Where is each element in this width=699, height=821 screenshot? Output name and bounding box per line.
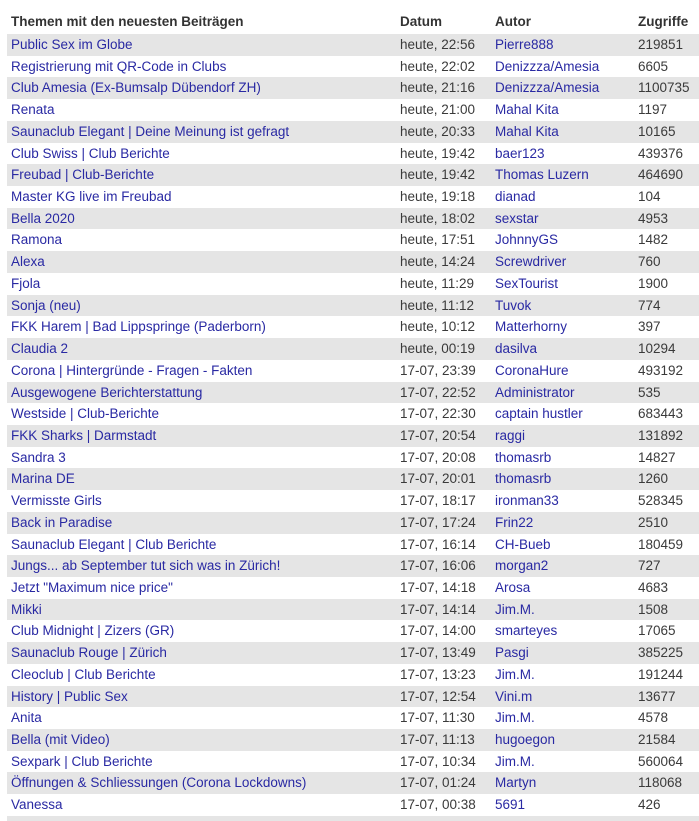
views-count: 560064: [638, 753, 684, 769]
views-count: 13677: [638, 688, 676, 704]
table-row: [7, 338, 699, 360]
table-row: [7, 620, 699, 642]
post-date: 17-07, 20:54: [400, 427, 476, 443]
topic-link[interactable]: Vermisste Girls: [11, 493, 102, 509]
author-link[interactable]: Mahal Kita: [495, 123, 559, 139]
topic-link[interactable]: Corona | Hintergründe - Fragen - Fakten: [11, 362, 253, 378]
author-link[interactable]: hugoegon: [495, 732, 556, 747]
topic-link[interactable]: Freubad | Club-Berichte: [11, 167, 155, 183]
author-link[interactable]: Frin22: [495, 514, 534, 530]
views-count: 21584: [638, 732, 676, 747]
post-date: heute, 19:42: [400, 145, 476, 161]
views-count: 191244: [638, 666, 684, 682]
post-date: heute, 14:24: [400, 254, 476, 270]
topic-link[interactable]: History | Public Sex: [11, 688, 128, 704]
views-count: 760: [638, 254, 661, 270]
post-date: heute, 22:56: [400, 37, 476, 52]
views-count: 104: [638, 189, 661, 205]
author-link[interactable]: Jim.M.: [495, 601, 535, 617]
table-row: [7, 664, 699, 686]
views-count: 426: [638, 797, 661, 813]
post-date: heute, 10:12: [400, 319, 476, 335]
header-views: Zugriffe: [638, 14, 689, 29]
author-link[interactable]: Denizzza/Amesia: [495, 80, 600, 96]
table-row: [7, 599, 699, 621]
table-row: [7, 555, 699, 577]
views-count: 1482: [638, 232, 669, 248]
table-row: [7, 403, 699, 425]
table-row: [7, 360, 699, 382]
topic-link[interactable]: Jetzt "Maximum nice price": [11, 579, 173, 595]
topic-link[interactable]: Saunaclub Elegant | Deine Meinung ist gefragt: [11, 123, 290, 139]
table-row: [7, 229, 699, 251]
post-date: heute, 21:16: [400, 80, 476, 96]
topic-link[interactable]: Jungs... ab September tut sich was in Zürich!: [11, 558, 281, 574]
topic-link[interactable]: Club Swiss | Club Berichte: [11, 145, 170, 161]
author-link[interactable]: morgan2: [495, 558, 549, 574]
post-date: 17-07, 14:18: [400, 579, 476, 595]
post-date: 17-07, 12:54: [400, 688, 476, 704]
author-link[interactable]: dianad: [495, 189, 536, 205]
table-row: [7, 99, 699, 121]
table-row: [7, 382, 699, 404]
table-row: [7, 208, 699, 230]
author-link[interactable]: dasilva: [495, 341, 538, 357]
author-link[interactable]: baer123: [495, 145, 545, 161]
table-row: [7, 642, 699, 664]
topic-link[interactable]: Öffnungen & Schliessungen (Corona Lockdowns): [11, 775, 307, 791]
author-link[interactable]: Matterhorny: [495, 319, 568, 335]
topic-link[interactable]: Saunaclub Elegant | Club Berichte: [11, 536, 217, 552]
post-date: heute, 20:33: [400, 123, 476, 139]
author-link[interactable]: Vini.m: [495, 688, 533, 704]
post-date: 17-07, 16:06: [400, 558, 476, 574]
header-topics: Themen mit den neuesten Beiträgen: [11, 14, 244, 29]
table-row: [7, 447, 699, 469]
views-count: 439376: [638, 145, 684, 161]
table-row: [7, 490, 699, 512]
views-count: 180459: [638, 536, 684, 552]
author-link[interactable]: CoronaHure: [495, 362, 569, 378]
author-link[interactable]: Thomas Luzern: [495, 167, 589, 183]
views-count: 528345: [638, 493, 684, 509]
author-link[interactable]: Pasgi: [495, 645, 529, 661]
post-date: 17-07, 16:14: [400, 536, 476, 552]
table-row: [7, 577, 699, 599]
views-count: 493192: [638, 362, 684, 378]
topic-link[interactable]: Fjola: [11, 275, 41, 291]
author-link[interactable]: JohnnyGS: [495, 232, 559, 248]
table-row: [7, 772, 699, 794]
header-date: Datum: [400, 14, 443, 29]
views-count: 10294: [638, 341, 676, 357]
post-date: 17-07, 13:23: [400, 666, 476, 682]
topics-table-header: [7, 10, 699, 34]
header-author: Autor: [495, 14, 531, 29]
views-count: 1260: [638, 471, 669, 487]
views-count: 14827: [638, 449, 676, 465]
author-link[interactable]: thomasrb: [495, 449, 552, 465]
views-count: 131892: [638, 427, 684, 443]
topics-table-body: [7, 34, 699, 816]
topic-link[interactable]: Bella (mit Video): [11, 732, 110, 747]
topic-link[interactable]: FKK Harem | Bad Lippspringe (Paderborn): [11, 319, 266, 335]
author-link[interactable]: Tuvok: [495, 297, 532, 313]
topic-link[interactable]: Renata: [11, 102, 55, 118]
views-count: 727: [638, 558, 661, 574]
table-row: [7, 121, 699, 143]
author-link[interactable]: Arosa: [495, 579, 531, 595]
author-link[interactable]: 5691: [495, 797, 526, 813]
post-date: 17-07, 11:13: [400, 732, 475, 747]
post-date: heute, 22:02: [400, 58, 476, 74]
post-date: 17-07, 11:30: [400, 710, 475, 726]
views-count: 464690: [638, 167, 684, 183]
post-date: heute, 17:51: [400, 232, 476, 248]
author-link[interactable]: ironman33: [495, 493, 559, 509]
views-count: 17065: [638, 623, 676, 639]
post-date: heute, 11:29: [400, 275, 475, 291]
table-row: [7, 686, 699, 708]
table-row: [7, 316, 699, 338]
post-date: 17-07, 14:00: [400, 623, 476, 639]
topic-link[interactable]: Ramona: [11, 232, 63, 248]
author-link[interactable]: raggi: [495, 427, 526, 443]
author-link[interactable]: sexstar: [495, 210, 539, 226]
post-date: heute, 00:19: [400, 341, 476, 357]
views-count: 4683: [638, 579, 669, 595]
author-link[interactable]: Jim.M.: [495, 710, 535, 726]
views-count: 118068: [638, 775, 683, 791]
views-count: 1100735: [638, 80, 690, 96]
topic-link[interactable]: Saunaclub Rouge | Zürich: [11, 645, 167, 661]
post-date: 17-07, 13:49: [400, 645, 476, 661]
views-count: 2510: [638, 514, 669, 530]
views-count: 1900: [638, 275, 669, 291]
table-row: [7, 534, 699, 556]
post-date: 17-07, 22:52: [400, 384, 476, 400]
table-row: [7, 425, 699, 447]
topic-link[interactable]: Sexpark | Club Berichte: [11, 753, 153, 769]
author-link[interactable]: Pierre888: [495, 37, 554, 52]
post-date: 17-07, 10:34: [400, 753, 476, 769]
partial-next-row: [7, 816, 699, 821]
table-row: [7, 143, 699, 165]
post-date: 17-07, 20:01: [400, 471, 476, 487]
topic-link[interactable]: Westside | Club-Berichte: [11, 406, 160, 422]
views-count: 1197: [638, 102, 668, 118]
author-link[interactable]: thomasrb: [495, 471, 552, 487]
table-row: [7, 468, 699, 490]
author-link[interactable]: smarteyes: [495, 623, 558, 639]
table-row: [7, 56, 699, 78]
post-date: 17-07, 20:08: [400, 449, 476, 465]
author-link[interactable]: CH-Bueb: [495, 536, 551, 552]
topic-link[interactable]: Anita: [11, 710, 42, 726]
topic-link[interactable]: Alexa: [11, 254, 45, 270]
views-count: 535: [638, 384, 661, 400]
topic-link[interactable]: Club Midnight | Zizers (GR): [11, 623, 175, 639]
table-row: [7, 273, 699, 295]
topic-link[interactable]: Sonja (neu): [11, 297, 81, 313]
table-row: [7, 729, 699, 751]
topic-link[interactable]: FKK Sharks | Darmstadt: [11, 427, 157, 443]
table-row: [7, 186, 699, 208]
post-date: heute, 19:18: [400, 189, 476, 205]
author-link[interactable]: captain hustler: [495, 406, 583, 422]
author-link[interactable]: Administrator: [495, 384, 575, 400]
post-date: heute, 19:42: [400, 167, 476, 183]
table-row: [7, 251, 699, 273]
topic-link[interactable]: Club Amesia (Ex-Bumsalp Dübendorf ZH): [11, 80, 261, 96]
author-link[interactable]: Jim.M.: [495, 666, 535, 682]
topic-link[interactable]: Registrierung mit QR-Code in Clubs: [11, 58, 227, 74]
topic-link[interactable]: Marina DE: [11, 471, 75, 487]
author-link[interactable]: Screwdriver: [495, 254, 567, 270]
topic-link[interactable]: Bella 2020: [11, 210, 75, 226]
post-date: heute, 11:12: [400, 297, 475, 313]
table-row: [7, 512, 699, 534]
post-date: 17-07, 01:24: [400, 775, 476, 791]
post-date: 17-07, 00:38: [400, 797, 476, 813]
post-date: 17-07, 17:24: [400, 514, 476, 530]
topics-table: [7, 10, 699, 816]
table-row: [7, 707, 699, 729]
post-date: 17-07, 23:39: [400, 362, 476, 378]
author-link[interactable]: SexTourist: [495, 275, 559, 291]
topic-link[interactable]: Back in Paradise: [11, 514, 113, 530]
topic-link[interactable]: Cleoclub | Club Berichte: [11, 666, 156, 682]
topic-link[interactable]: Sandra 3: [11, 449, 66, 465]
table-row: [7, 164, 699, 186]
views-count: 683443: [638, 406, 684, 422]
table-row: [7, 295, 699, 317]
table-row: [7, 751, 699, 773]
views-count: 6605: [638, 58, 669, 74]
topic-link[interactable]: Vanessa: [11, 797, 63, 813]
author-link[interactable]: Mahal Kita: [495, 102, 559, 118]
topic-link[interactable]: Public Sex im Globe: [11, 37, 133, 52]
topic-link[interactable]: Mikki: [11, 601, 42, 617]
views-count: 1508: [638, 601, 669, 617]
views-count: 397: [638, 319, 661, 335]
post-date: heute, 21:00: [400, 102, 476, 118]
post-date: 17-07, 14:14: [400, 601, 476, 617]
views-count: 219851: [638, 37, 684, 52]
topic-link[interactable]: Master KG live im Freubad: [11, 189, 172, 205]
author-link[interactable]: Martyn: [495, 775, 537, 791]
post-date: heute, 18:02: [400, 210, 476, 226]
table-row: [7, 794, 699, 816]
author-link[interactable]: Jim.M.: [495, 753, 535, 769]
views-count: 4578: [638, 710, 669, 726]
views-count: 774: [638, 297, 661, 313]
views-count: 10165: [638, 123, 676, 139]
topic-link[interactable]: Claudia 2: [11, 341, 69, 357]
table-row: [7, 34, 699, 56]
table-row: [7, 77, 699, 99]
post-date: 17-07, 18:17: [400, 493, 476, 509]
views-count: 385225: [638, 645, 684, 661]
post-date: 17-07, 22:30: [400, 406, 476, 422]
views-count: 4953: [638, 210, 669, 226]
topic-link[interactable]: Ausgewogene Berichterstattung: [11, 384, 203, 400]
author-link[interactable]: Denizzza/Amesia: [495, 58, 600, 74]
